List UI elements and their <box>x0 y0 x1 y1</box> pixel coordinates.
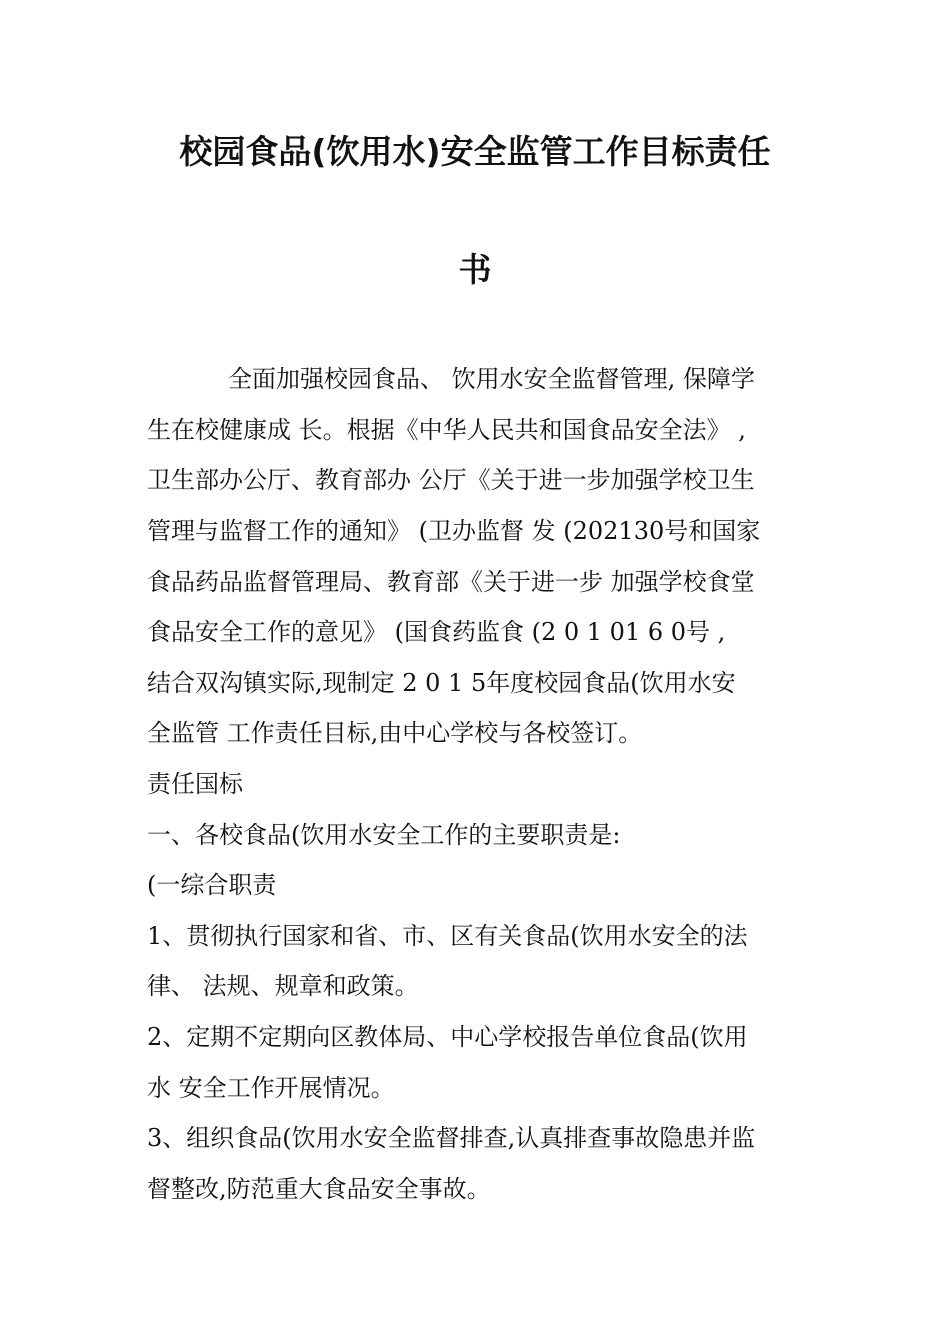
intro-line-7: 结合双沟镇实际,现制定 2 0 1 5年度校园食品(饮用水安 <box>147 669 736 697</box>
document-title-line-2: 书 <box>458 250 492 289</box>
intro-line-8: 全监管 工作责任目标,由中心学校与各校签订。 <box>147 719 643 747</box>
intro-line-5: 食品药品监督管理局、教育部《关于进一步 加强学校食堂 <box>147 568 755 596</box>
document-title-line-1: 校园食品(饮用水)安全监管工作目标责任 <box>179 132 771 171</box>
subsection-one-heading: (一综合职责 <box>147 871 277 899</box>
intro-line-6: 食品安全工作的意见》 (国食药监食 (2 0 1 01 6 0号 , <box>147 618 726 646</box>
item-3-line-1: 3、组织食品(饮用水安全监督排查,认真排查事故隐患并监 <box>147 1124 756 1152</box>
item-1-line-2: 律、 法规、规章和政策。 <box>147 972 419 1000</box>
intro-line-3: 卫生部办公厅、教育部办 公厅《关于进一步加强学校卫生 <box>147 466 755 494</box>
section-one-heading: 一、各校食品(饮用水安全工作的主要职责是: <box>147 821 621 849</box>
item-2-line-1: 2、定期不定期向区教体局、中心学校报告单位食品(饮用 <box>147 1023 748 1051</box>
heading-target: 责任国标 <box>147 770 243 798</box>
intro-line-4: 管理与监督工作的通知》 (卫办监督 发 (202130号和国家 <box>147 517 761 545</box>
intro-line-1: 全面加强校园食品、 饮用水安全监督管理, 保障学 <box>228 365 755 393</box>
item-3-line-2: 督整改,防范重大食品安全事故。 <box>147 1175 491 1203</box>
intro-line-2: 生在校健康成 长。根据《中华人民共和国食品安全法》 , <box>147 416 746 444</box>
item-1-line-1: 1、贯彻执行国家和省、市、区有关食品(饮用水安全的法 <box>147 922 748 950</box>
item-2-line-2: 水 安全工作开展情况。 <box>147 1074 395 1102</box>
